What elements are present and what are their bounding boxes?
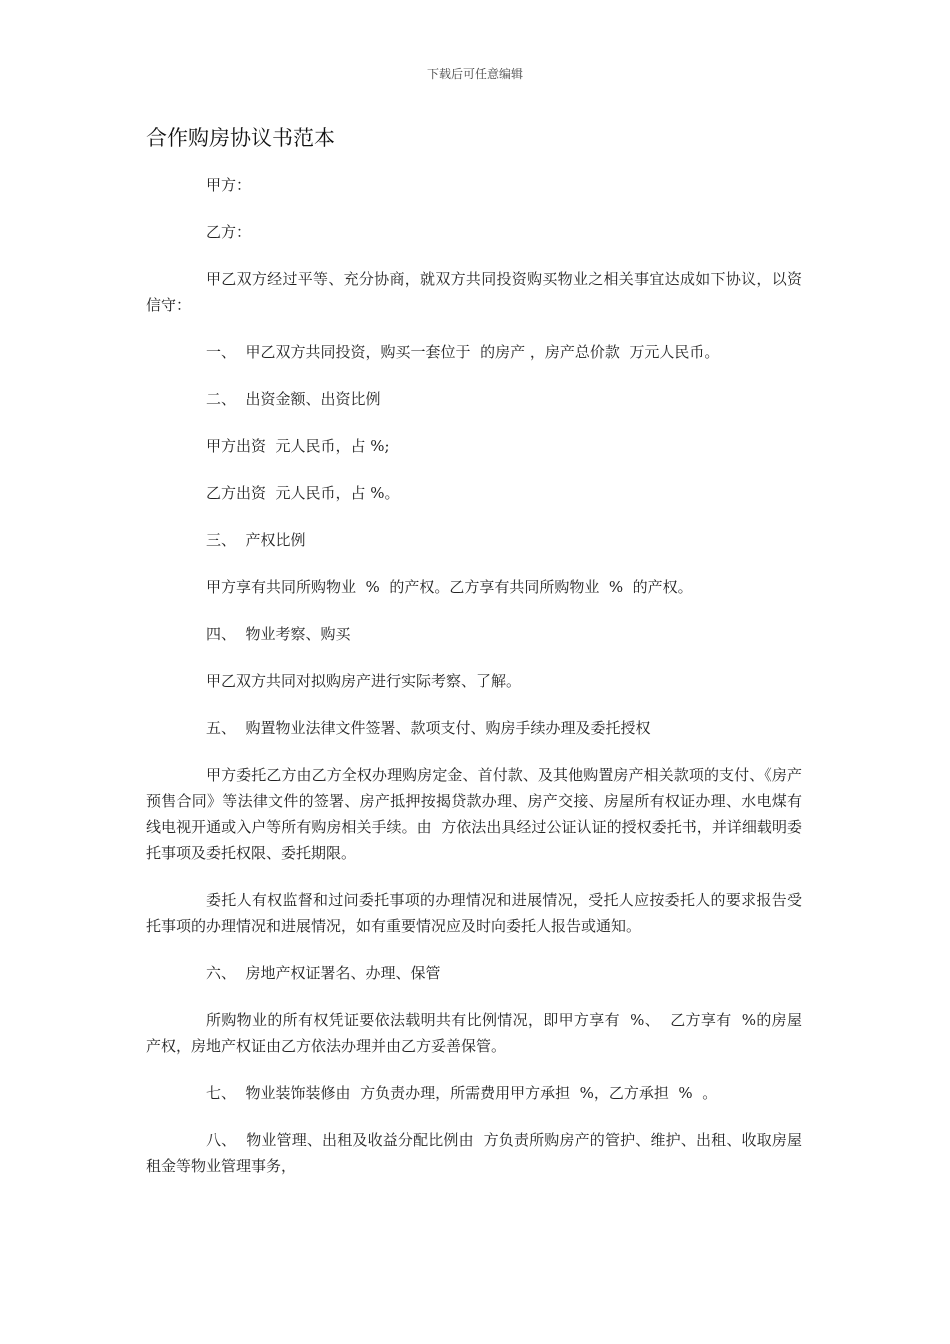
delegation-paragraph: 甲方委托乙方由乙方全权办理购房定金、首付款、及其他购置房产相关款项的支付、《房产预售合同》等法律文件的签署、房产抵押按揭贷款办理、房产交接、房屋所有权证办理、水电煤有线电视开通或入户等所有购房相关手续。由 方依法出具经过公证认证的授权委托书，并详细载明委托事项及委托权限、委托期限。 [146, 766, 802, 862]
clause-5-heading: 五、 购置物业法律文件签署、款项支付、购房手续办理及委托授权 [206, 719, 651, 737]
clause-2-heading: 二、 出资金额、出资比例 [206, 390, 381, 408]
clause-6-heading: 六、 房地产权证署名、办理、保管 [206, 964, 441, 982]
clause-1: 一、 甲乙双方共同投资，购买一套位于 的房产 ，房产总价款 万元人民币。 [206, 343, 720, 361]
party-a-contribution: 甲方出资 元人民币，占 %; [206, 437, 390, 455]
supervision-paragraph: 委托人有权监督和过问委托事项的办理情况和进展情况，受托人应按委托人的要求报告受托事项的办理情况和进展情况，如有重要情况应及时向委托人报告或通知。 [146, 891, 802, 935]
page-header-note: 下载后可任意编辑 [426, 67, 523, 81]
certificate-paragraph: 所购物业的所有权凭证要依法载明共有比例情况，即甲方享有 %、 乙方享有 %的房屋产权，房地产权证由乙方依法办理并由乙方妥善保管。 [146, 1011, 802, 1055]
inspection-paragraph: 甲乙双方共同对拟购房产进行实际考察、了解。 [206, 672, 522, 690]
clause-7: 七、 物业装饰装修由 方负责办理，所需费用甲方承担 %，乙方承担 % 。 [206, 1084, 718, 1102]
party-a-line: 甲方： [206, 176, 252, 194]
clause-8: 八、 物业管理、出租及收益分配比例由 方负责所购房产的管护、维护、出租、收取房屋租金等物业管理事务， [146, 1131, 802, 1175]
document-title: 合作购房协议书范本 [146, 126, 335, 150]
preamble-paragraph: 甲乙双方经过平等、充分协商，就双方共同投资购买物业之相关事宜达成如下协议，以资信守： [146, 270, 802, 314]
ownership-ratio: 甲方享有共同所购物业 % 的产权。乙方享有共同所购物业 % 的产权。 [206, 578, 693, 596]
clause-3-heading: 三、 产权比例 [206, 531, 306, 549]
party-b-line: 乙方： [206, 223, 252, 241]
clause-4-heading: 四、 物业考察、购买 [206, 625, 351, 643]
document-body [146, 172, 802, 1200]
party-b-contribution: 乙方出资 元人民币，占 %。 [206, 484, 400, 502]
